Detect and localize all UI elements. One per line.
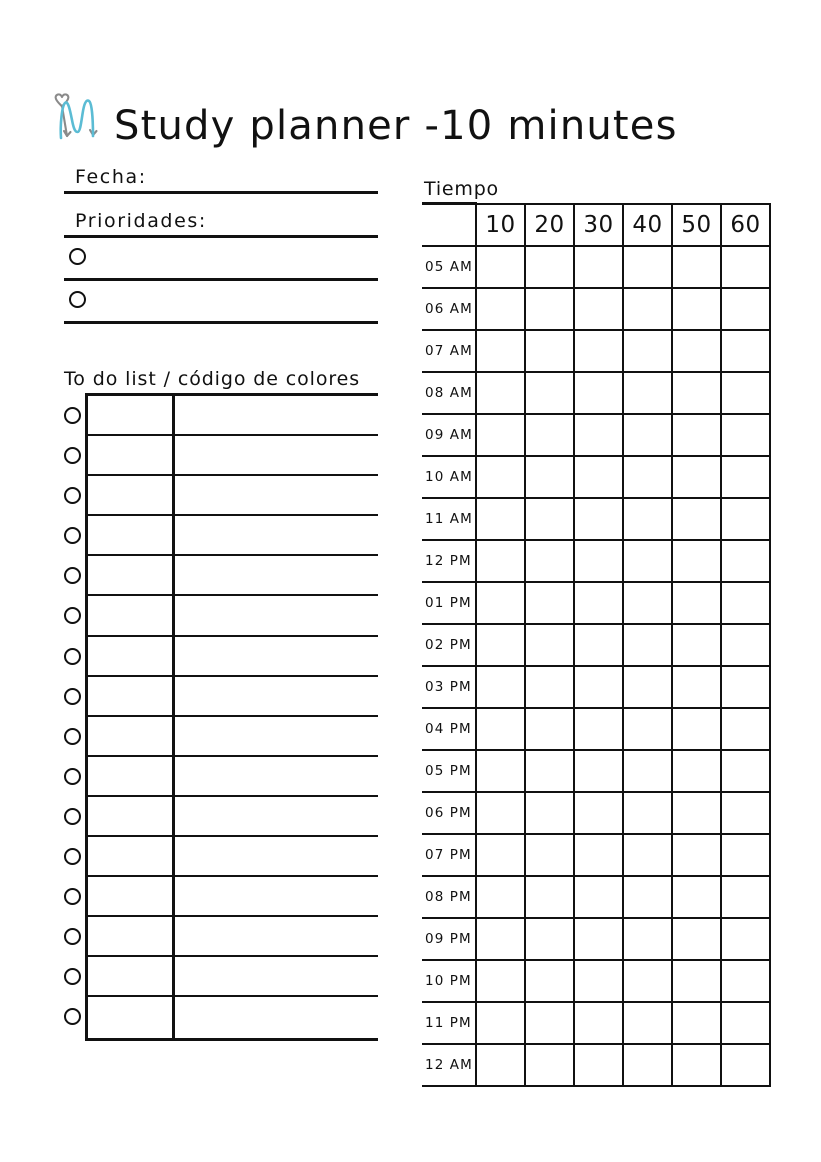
time-slot-cell[interactable] [623,834,672,876]
time-slot-cell[interactable] [525,246,574,288]
table-row [422,792,770,834]
time-slot-cell[interactable] [623,414,672,456]
todo-color-cell[interactable] [85,877,175,915]
tiempo-section [422,178,771,1087]
table-row [422,288,770,330]
priority-checkbox[interactable] [69,291,86,308]
time-slot-cell[interactable] [476,960,525,1002]
time-slot-cell[interactable] [672,246,721,288]
time-slot-cell[interactable] [574,498,623,540]
table-row [422,414,770,456]
date-write-line[interactable] [64,191,378,194]
time-slot-cell[interactable] [721,792,770,834]
minute-column-header: 60 [721,204,770,247]
todo-color-cell[interactable] [85,917,175,955]
time-slot-cell[interactable] [525,582,574,624]
todo-task-cell[interactable] [175,797,378,835]
time-slot-cell[interactable] [574,876,623,918]
time-slot-cell[interactable] [525,666,574,708]
todo-list-table [85,393,378,1041]
todo-task-cell[interactable] [175,837,378,875]
time-slot-cell[interactable] [476,1044,525,1086]
table-row [422,708,770,750]
todo-task-cell[interactable] [175,637,378,675]
minute-column-header: 50 [672,204,721,247]
todo-checkbox[interactable] [64,567,81,584]
time-slot-cell[interactable] [623,498,672,540]
time-slot-cell[interactable] [574,1002,623,1044]
time-slot-cell[interactable] [672,288,721,330]
time-slot-cell[interactable] [623,582,672,624]
time-slot-cell[interactable] [721,1044,770,1086]
todo-checkbox[interactable] [64,848,81,865]
time-slot-cell[interactable] [623,288,672,330]
time-slot-cell[interactable] [721,414,770,456]
todo-checkbox[interactable] [64,447,81,464]
todo-list-section [64,368,378,1041]
todo-color-cell[interactable] [85,957,175,995]
time-slot-cell[interactable] [574,792,623,834]
priorities-block [64,210,378,324]
time-slot-cell[interactable] [525,624,574,666]
list-item[interactable] [85,476,378,516]
time-slot-cell[interactable] [721,876,770,918]
time-slot-cell[interactable] [672,372,721,414]
table-row [422,750,770,792]
time-slot-cell[interactable] [525,960,574,1002]
time-slot-cell[interactable] [672,498,721,540]
todo-checkbox[interactable] [64,527,81,544]
time-slot-cell[interactable] [721,624,770,666]
time-slot-cell[interactable] [476,372,525,414]
table-row [422,1044,770,1086]
time-slot-cell[interactable] [476,792,525,834]
time-slot-cell[interactable] [574,918,623,960]
tiempo-title: Tiempo [424,178,499,200]
time-slot-cell[interactable] [574,624,623,666]
time-slot-cell[interactable] [476,330,525,372]
time-slot-cell[interactable] [721,330,770,372]
tiempo-body [422,246,770,1086]
todo-color-cell[interactable] [85,436,175,474]
time-slot-cell[interactable] [623,456,672,498]
heart-m-monogram-icon [48,86,110,148]
time-slot-cell[interactable] [574,456,623,498]
todo-task-cell[interactable] [175,396,378,434]
time-slot-cell[interactable] [672,750,721,792]
list-item[interactable] [85,757,378,797]
time-slot-cell[interactable] [574,666,623,708]
time-slot-cell[interactable] [476,540,525,582]
time-slot-cell[interactable] [525,330,574,372]
todo-color-cell[interactable] [85,556,175,594]
time-slot-cell[interactable] [721,582,770,624]
left-column [64,166,378,324]
time-slot-cell[interactable] [525,372,574,414]
time-slot-cell[interactable] [623,708,672,750]
time-slot-cell[interactable] [623,1044,672,1086]
time-slot-cell[interactable] [623,1002,672,1044]
list-item[interactable] [85,997,378,1037]
time-slot-cell[interactable] [721,288,770,330]
time-slot-cell[interactable] [476,456,525,498]
time-slot-cell[interactable] [525,918,574,960]
time-slot-cell[interactable] [525,1044,574,1086]
time-slot-cell[interactable] [476,1002,525,1044]
time-slot-cell[interactable] [672,666,721,708]
todo-task-cell[interactable] [175,436,378,474]
todo-task-cell[interactable] [175,717,378,755]
time-slot-cell[interactable] [623,918,672,960]
time-slot-cell[interactable] [476,918,525,960]
table-row [422,666,770,708]
time-slot-cell[interactable] [574,582,623,624]
time-slot-cell[interactable] [525,1002,574,1044]
time-slot-cell[interactable] [476,708,525,750]
list-item[interactable] [85,957,378,997]
todo-color-cell[interactable] [85,797,175,835]
hour-label: 07 AM [422,330,476,372]
list-item[interactable] [85,556,378,596]
hour-label: 12 PM [422,540,476,582]
hour-label: 12 AM [422,1044,476,1086]
time-slot-cell[interactable] [623,876,672,918]
todo-color-cell[interactable] [85,476,175,514]
todo-color-cell[interactable] [85,637,175,675]
time-slot-cell[interactable] [574,540,623,582]
time-slot-cell[interactable] [672,1002,721,1044]
time-slot-cell[interactable] [525,288,574,330]
list-item[interactable] [85,436,378,476]
list-item[interactable] [85,797,378,837]
todo-list-title: To do list / código de colores [64,368,361,390]
time-slot-cell[interactable] [574,288,623,330]
todo-checkbox[interactable] [64,768,81,785]
time-slot-cell[interactable] [574,1044,623,1086]
hour-label: 01 PM [422,582,476,624]
time-slot-cell[interactable] [574,246,623,288]
todo-checkbox[interactable] [64,968,81,985]
priorities-label: Prioridades: [75,210,207,232]
time-slot-cell[interactable] [672,792,721,834]
todo-task-cell[interactable] [175,596,378,634]
page-header [48,72,768,152]
table-row [422,540,770,582]
time-slot-cell[interactable] [525,708,574,750]
time-slot-cell[interactable] [525,456,574,498]
minute-column-header: 10 [476,204,525,247]
todo-task-cell[interactable] [175,757,378,795]
time-slot-cell[interactable] [525,792,574,834]
todo-task-cell[interactable] [175,516,378,554]
time-slot-cell[interactable] [623,330,672,372]
todo-task-cell[interactable] [175,997,378,1037]
table-row [422,372,770,414]
todo-color-cell[interactable] [85,837,175,875]
table-row [422,1002,770,1044]
todo-task-cell[interactable] [175,476,378,514]
time-slot-cell[interactable] [525,498,574,540]
todo-checkbox[interactable] [64,407,81,424]
minute-column-header: 20 [525,204,574,247]
table-row [422,246,770,288]
time-slot-cell[interactable] [721,666,770,708]
time-slot-cell[interactable] [574,330,623,372]
time-slot-cell[interactable] [721,918,770,960]
time-slot-cell[interactable] [721,1002,770,1044]
hour-label: 09 AM [422,414,476,456]
table-row [422,624,770,666]
hour-label: 06 AM [422,288,476,330]
priority-row[interactable] [64,238,378,281]
time-slot-cell[interactable] [672,414,721,456]
todo-checkbox[interactable] [64,928,81,945]
todo-checkbox[interactable] [64,487,81,504]
hour-label: 05 PM [422,750,476,792]
time-slot-cell[interactable] [672,876,721,918]
table-row [422,876,770,918]
table-row [422,456,770,498]
list-item[interactable] [85,717,378,757]
priority-write-line[interactable] [64,321,378,324]
time-slot-cell[interactable] [672,834,721,876]
time-slot-cell[interactable] [721,960,770,1002]
hour-label: 03 PM [422,666,476,708]
time-slot-cell[interactable] [672,582,721,624]
todo-task-cell[interactable] [175,917,378,955]
time-slot-cell[interactable] [721,750,770,792]
time-slot-cell[interactable] [476,246,525,288]
todo-color-cell[interactable] [85,396,175,434]
todo-checkbox[interactable] [64,888,81,905]
tiempo-corner-cell [422,204,476,247]
list-item[interactable] [85,917,378,957]
time-slot-cell[interactable] [476,288,525,330]
todo-checkbox[interactable] [64,728,81,745]
todo-color-cell[interactable] [85,596,175,634]
table-row [422,960,770,1002]
time-slot-cell[interactable] [525,834,574,876]
time-slot-cell[interactable] [623,372,672,414]
tiempo-head [422,204,770,247]
tiempo-grid [422,202,771,1087]
todo-checkbox[interactable] [64,688,81,705]
list-item[interactable] [85,637,378,677]
hour-label: 08 PM [422,876,476,918]
time-slot-cell[interactable] [623,750,672,792]
time-slot-cell[interactable] [672,708,721,750]
table-row [422,330,770,372]
time-slot-cell[interactable] [672,456,721,498]
hour-label: 05 AM [422,246,476,288]
time-slot-cell[interactable] [574,414,623,456]
time-slot-cell[interactable] [721,498,770,540]
time-slot-cell[interactable] [623,960,672,1002]
time-slot-cell[interactable] [476,666,525,708]
time-slot-cell[interactable] [525,876,574,918]
time-slot-cell[interactable] [623,624,672,666]
hour-label: 08 AM [422,372,476,414]
time-slot-cell[interactable] [672,1044,721,1086]
minute-column-header: 40 [623,204,672,247]
hour-label: 10 AM [422,456,476,498]
hour-label: 04 PM [422,708,476,750]
time-slot-cell[interactable] [623,792,672,834]
tiempo-header-row [422,204,770,247]
time-slot-cell[interactable] [574,372,623,414]
todo-checkbox[interactable] [64,1008,81,1025]
hour-label: 10 PM [422,960,476,1002]
priority-checkbox[interactable] [69,248,86,265]
list-item[interactable] [85,516,378,556]
time-slot-cell[interactable] [672,918,721,960]
todo-color-cell[interactable] [85,757,175,795]
time-slot-cell[interactable] [525,414,574,456]
todo-color-cell[interactable] [85,997,175,1037]
time-slot-cell[interactable] [721,834,770,876]
table-row [422,918,770,960]
time-slot-cell[interactable] [525,750,574,792]
list-item[interactable] [85,877,378,917]
time-slot-cell[interactable] [672,330,721,372]
hour-label: 07 PM [422,834,476,876]
todo-checkbox[interactable] [64,808,81,825]
hour-label: 02 PM [422,624,476,666]
table-row [422,582,770,624]
time-slot-cell[interactable] [476,624,525,666]
todo-task-cell[interactable] [175,556,378,594]
time-slot-cell[interactable] [476,498,525,540]
hour-label: 11 PM [422,1002,476,1044]
list-item[interactable] [85,837,378,877]
time-slot-cell[interactable] [623,666,672,708]
time-slot-cell[interactable] [721,246,770,288]
date-label: Fecha: [75,166,147,188]
time-slot-cell[interactable] [721,372,770,414]
hour-label: 06 PM [422,792,476,834]
time-slot-cell[interactable] [574,708,623,750]
minute-column-header: 30 [574,204,623,247]
time-slot-cell[interactable] [476,876,525,918]
todo-color-cell[interactable] [85,717,175,755]
time-slot-cell[interactable] [721,708,770,750]
hour-label: 11 AM [422,498,476,540]
time-slot-cell[interactable] [476,750,525,792]
time-slot-cell[interactable] [623,540,672,582]
time-slot-cell[interactable] [672,960,721,1002]
time-slot-cell[interactable] [476,582,525,624]
page-title: Study planner -10 minutes [114,103,678,149]
todo-task-cell[interactable] [175,677,378,715]
time-slot-cell[interactable] [525,540,574,582]
time-slot-cell[interactable] [721,540,770,582]
time-slot-cell[interactable] [476,834,525,876]
hour-label: 09 PM [422,918,476,960]
list-item[interactable] [85,396,378,436]
todo-checkbox[interactable] [64,607,81,624]
todo-task-cell[interactable] [175,957,378,995]
time-slot-cell[interactable] [672,540,721,582]
date-field-block [64,166,378,194]
time-slot-cell[interactable] [721,456,770,498]
todo-task-cell[interactable] [175,877,378,915]
time-slot-cell[interactable] [574,960,623,1002]
list-item[interactable] [85,596,378,636]
table-row [422,834,770,876]
time-slot-cell[interactable] [574,834,623,876]
time-slot-cell[interactable] [476,414,525,456]
priority-row[interactable] [64,281,378,324]
todo-color-cell[interactable] [85,516,175,554]
time-slot-cell[interactable] [574,750,623,792]
todo-checkbox[interactable] [64,648,81,665]
time-slot-cell[interactable] [672,624,721,666]
time-slot-cell[interactable] [623,246,672,288]
list-item[interactable] [85,677,378,717]
table-row [422,498,770,540]
todo-color-cell[interactable] [85,677,175,715]
